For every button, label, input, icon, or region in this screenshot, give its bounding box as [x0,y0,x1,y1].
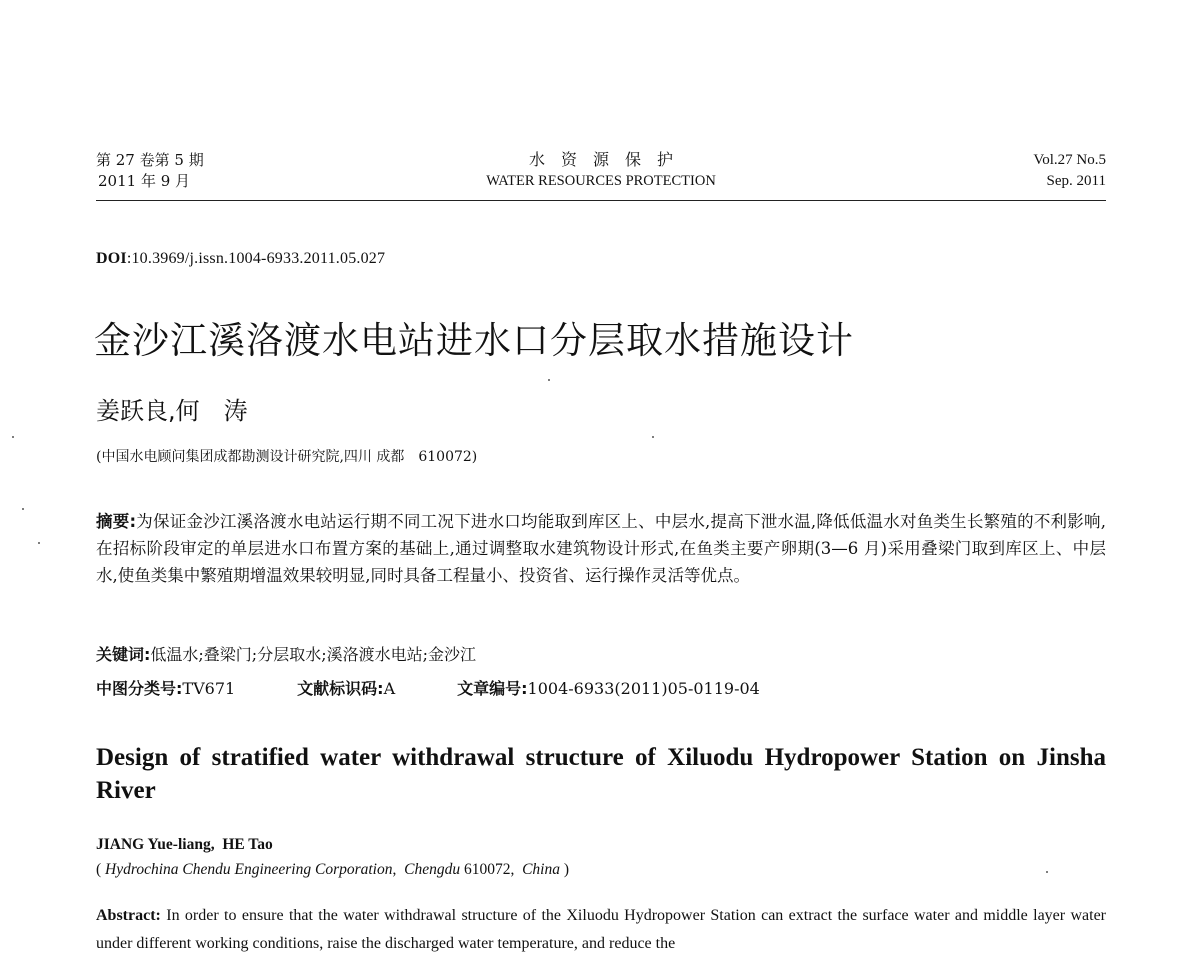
affil-close: ) [560,861,570,878]
article-value: 1004-6933(2011)05-0119-04 [527,679,760,698]
abstract-en-label: Abstract: [96,907,161,924]
doc-value: A [383,679,396,698]
keywords-label: 关键词: [96,645,151,664]
keywords-text: 低温水;叠梁门;分层取水;溪洛渡水电站;金沙江 [150,645,476,664]
article-number [457,679,760,698]
doc-code [297,679,395,698]
classification-line [96,676,1106,699]
affil-city: Chengdu [404,861,461,878]
clc-code [96,679,235,698]
abstract-cn-text: 为保证金沙江溪洛渡水电站运行期不同工况下进水口均能取到库区上、中层水,提高下泄水温,降低低温水对鱼类生长繁殖的不利影响,在招标阶段审定的单层进水口布置方案的基础上,通过调整取水建筑物设计形式,在鱼类主要产卵期(3—6 月)采用叠梁门取到库区上、中层水,使鱼类集中繁殖期增温效果较明显,同时具备工程量小、投资省、运行操作灵活等优点。 [96,512,1106,585]
affil-postcode: 610072, [460,861,523,878]
running-header [96,150,1106,201]
page-title: 金沙江溪洛渡水电站进水口分层取水措施设计 [94,319,854,362]
affil-country: China [522,861,560,878]
issue-cn: 第 27 卷第 5 期 [96,151,204,169]
affiliation-cn: (中国水电顾问集团成都勘测设计研究院,四川 成都 610072) [96,449,478,465]
scan-speck [548,379,550,381]
affil-org: Hydrochina Chendu Engineering Corporation [105,861,393,878]
scan-speck [38,542,40,544]
header-center [96,150,1106,192]
abstract-en-text: In order to ensure that the water withdrawal structure of the Xiluodu Hydropower Station can extract the surface water and middle layer water under different working conditions, raise the discharged water temperature, and reduce the [96,907,1107,952]
doi-line [96,250,385,268]
scan-speck [22,508,24,510]
abstract-cn [96,508,1106,589]
affil-open: ( [96,861,106,878]
clc-label: 中图分类号: [96,679,183,698]
date-cn: 2011 年 9 月 [98,172,191,190]
authors-cn: 姜跃良,何 涛 [96,397,248,425]
header-right [1033,150,1106,192]
scan-speck [12,436,14,438]
scan-speck [652,436,654,438]
scan-speck [1046,871,1048,873]
doi-value: :10.3969/j.issn.1004-6933.2011.05.027 [126,250,386,267]
journal-name-en: WATER RESOURCES PROTECTION [486,173,716,189]
article-label: 文章编号: [457,679,528,698]
volume-en: Vol.27 No.5 [1033,152,1106,168]
doc-label: 文献标识码: [297,679,384,698]
doi-label: DOI [96,250,127,267]
clc-value: TV671 [182,679,236,698]
affiliation-en [96,861,569,879]
abstract-en [96,902,1106,958]
authors-en: JIANG Yue-liang, HE Tao [96,836,273,853]
abstract-cn-label: 摘要: [96,512,137,531]
keywords-cn [96,642,476,665]
date-en: Sep. 2011 [1046,173,1106,189]
journal-name-cn: 水资源保护 [528,152,689,169]
title-en: Design of stratified water withdrawal structure of Xiluodu Hydropower Station on Jinsha River [96,744,1106,804]
affil-sep: , [392,861,405,878]
